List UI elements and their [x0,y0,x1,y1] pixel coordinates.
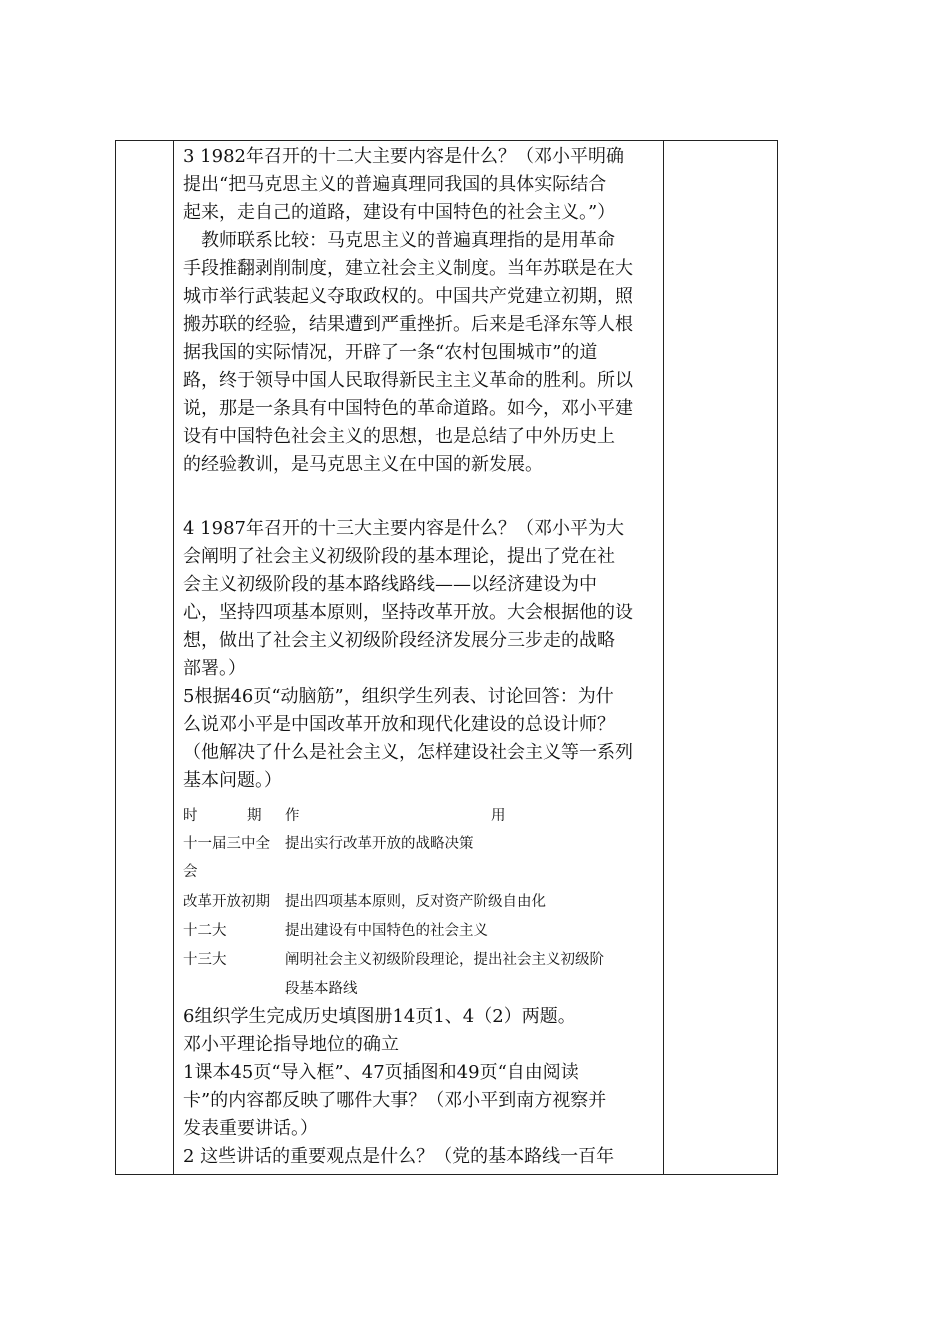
table-cell-period: 十三大 [183,952,227,968]
table-header-cell: 时 [183,808,198,824]
text-line: 6组织学生完成历史填图册14页1、4（2）两题。 [183,1006,576,1027]
section-heading: 邓小平理论指导地位的确立 [183,1034,399,1055]
text-line: 城市举行武装起义夺取政权的。中国共产党建立初期，照 [183,286,633,307]
text-line: 据我国的实际情况，开辟了一条“农村包围城市”的道 [183,342,598,363]
text-line: 会主义初级阶段的基本路线路线——以经济建设为中 [183,574,597,595]
lesson-table [115,140,778,1175]
table-cell-period: 会 [183,864,198,880]
column-divider-right [663,141,664,1174]
text-line: 发表重要讲话。） [183,1118,318,1139]
table-cell-role: 提出四项基本原则，反对资产阶级自由化 [285,894,546,910]
table-header-cell: 作 [285,808,300,824]
text-line: 3 1982年召开的十二大主要内容是什么？（邓小平明确 [183,146,624,167]
column-divider-left [173,141,174,1174]
text-line: 2 这些讲话的重要观点是什么？（党的基本路线一百年 [183,1146,615,1167]
text-line: 的经验教训，是马克思主义在中国的新发展。 [183,454,543,475]
table-header-cell: 用 [491,808,506,824]
text-line: 部署。） [183,658,246,679]
table-cell-role: 提出实行改革开放的战略决策 [285,836,474,852]
text-line: 搬苏联的经验，结果遭到严重挫折。后来是毛泽东等人根 [183,314,633,335]
text-line: 么说邓小平是中国改革开放和现代化建设的总设计师？ [183,714,615,735]
table-cell-role: 段基本路线 [285,981,358,997]
table-cell-period: 十一届三中全 [183,836,270,852]
text-line: 起来，走自己的道路，建设有中国特色的社会主义。”） [183,202,616,223]
text-line: 卡”的内容都反映了哪件大事？（邓小平到南方视察并 [183,1090,607,1111]
text-line: 教师联系比较：马克思主义的普遍真理指的是用革命 [201,230,615,251]
text-line: 心，坚持四项基本原则，坚持改革开放。大会根据他的设 [183,602,633,623]
text-line: 1课本45页“导入框”、47页插图和49页“自由阅读 [183,1062,579,1083]
table-header-cell: 期 [247,808,262,824]
table-cell-role: 阐明社会主义初级阶段理论，提出社会主义初级阶 [285,952,604,968]
text-line: 会阐明了社会主义初级阶段的基本理论，提出了党在社 [183,546,615,567]
text-line: 路，终于领导中国人民取得新民主主义革命的胜利。所以 [183,370,633,391]
text-line: 4 1987年召开的十三大主要内容是什么？（邓小平为大 [183,518,624,539]
text-line: 手段推翻剥削制度，建立社会主义制度。当年苏联是在大 [183,258,633,279]
text-line: 说，那是一条具有中国特色的革命道路。如今，邓小平建 [183,398,633,419]
text-line: （他解决了什么是社会主义，怎样建设社会主义等一系列 [183,742,633,763]
text-line: 设有中国特色社会主义的思想，也是总结了中外历史上 [183,426,615,447]
text-line: 提出“把马克思主义的普遍真理同我国的具体实际结合 [183,174,607,195]
text-line: 基本问题。） [183,770,282,791]
text-line: 5根据46页“动脑筋”，组织学生列表、讨论回答：为什 [183,686,614,707]
table-cell-period: 改革开放初期 [183,894,270,910]
table-cell-role: 提出建设有中国特色的社会主义 [285,923,488,939]
text-line: 想，做出了社会主义初级阶段经济发展分三步走的战略 [183,630,615,651]
table-cell-period: 十二大 [183,923,227,939]
